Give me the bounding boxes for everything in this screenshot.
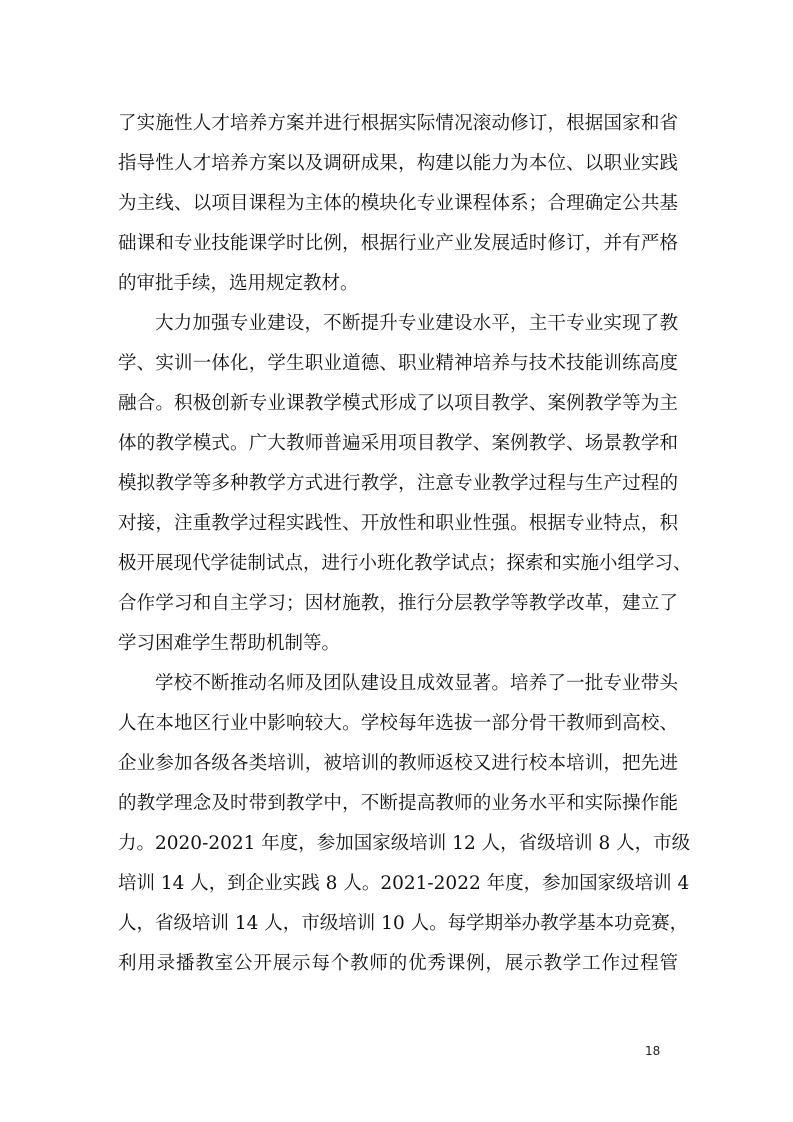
text-line: 为主线、以项目课程为主体的模块化专业课程体系；合理确定公共基 [118,193,678,214]
body-text [118,104,692,984]
text-line: 模拟教学等多种教学方式进行教学，注意专业教学过程与生产过程的 [118,473,678,494]
text-line: 学习困难学生帮助机制等。 [118,633,341,654]
paragraph-curriculum [118,104,678,304]
text-line: 利用录播教室公开展示每个教师的优秀课例，展示教学工作过程管 [118,953,678,974]
text-line: 对接，注重教学过程实践性、开放性和职业性强。根据专业特点，积 [118,513,678,534]
text-line: 融合。积极创新专业课教学模式形成了以项目教学、案例教学等为主 [118,393,678,414]
text-line: 极开展现代学徒制试点，进行小班化教学试点；探索和实施小组学习、 [118,553,692,574]
text-line: 合作学习和自主学习；因材施教，推行分层教学等教学改革，建立了 [118,593,678,614]
text-line: 的审批手续，选用规定教材。 [118,273,359,294]
text-line: 体的教学模式。广大教师普遍采用项目教学、案例教学、场景教学和 [118,433,678,454]
text-line: 人，省级培训 14 人，市级培训 10 人。每学期举办教学基本功竞赛， [118,913,689,934]
text-line: 指导性人才培养方案以及调研成果，构建以能力为本位、以职业实践 [118,153,678,174]
text-line: 大力加强专业建设，不断提升专业建设水平，主干专业实现了教 [155,313,678,334]
text-line: 学校不断推动名师及团队建设且成效显著。培养了一批专业带头 [155,673,678,694]
text-line: 培训 14 人，到企业实践 8 人。2021-2022 年度，参加国家级培训 4 [118,873,690,894]
text-line: 学、实训一体化，学生职业道德、职业精神培养与技术技能训练高度 [118,353,678,374]
text-line: 企业参加各级各类培训，被培训的教师返校又进行校本培训，把先进 [118,753,678,774]
page-number: 18 [645,1044,661,1058]
text-line: 力。2020-2021 年度，参加国家级培训 12 人，省级培训 8 人，市级 [118,833,691,854]
text-line: 础课和专业技能课学时比例，根据行业产业发展适时修订，并有严格 [118,233,678,254]
text-line: 人在本地区行业中影响较大。学校每年选拔一部分骨干教师到高校、 [118,713,678,734]
paragraph-teacher-teams [118,664,691,984]
paragraph-specialty-building [118,304,692,664]
text-line: 了实施性人才培养方案并进行根据实际情况滚动修订，根据国家和省 [118,113,678,134]
text-line: 的教学理念及时带到教学中，不断提高教师的业务水平和实际操作能 [118,793,678,814]
